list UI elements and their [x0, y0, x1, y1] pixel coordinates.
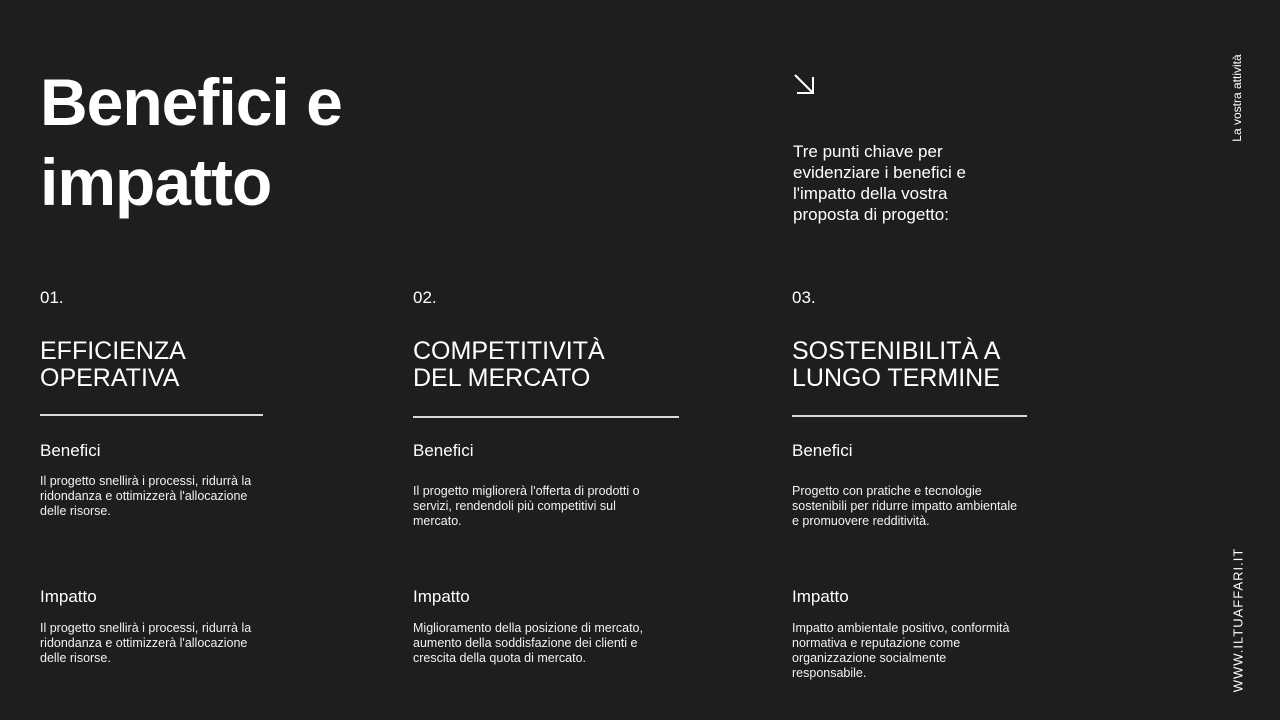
benefits-label: Benefici	[792, 441, 853, 460]
impact-text: Il progetto snellirà i processi, ridurrà la ridondanza e ottimizzerà l'allocazione delle risorse.	[40, 621, 252, 665]
benefits-label: Benefici	[413, 441, 474, 460]
column-heading: EFFICIENZA OPERATIVA	[40, 337, 186, 392]
impact-label: Impatto	[792, 587, 849, 606]
arrow-down-right-icon	[792, 72, 816, 96]
impact-text: Impatto ambientale positivo, conformità normativa e reputazione come organizzazione socialmente responsabile.	[792, 621, 1010, 680]
title-line-2: impatto	[40, 145, 272, 219]
impact-label: Impatto	[40, 587, 97, 606]
side-caption: La vostra attività	[1230, 54, 1244, 142]
column-heading: SOSTENIBILITÀ A LUNGO TERMINE	[792, 337, 1001, 392]
benefits-text: Il progetto snellirà i processi, ridurrà la ridondanza e ottimizzerà l'allocazione delle risorse.	[40, 474, 252, 518]
divider	[40, 414, 263, 416]
title-line-1: Benefici e	[40, 65, 342, 139]
column-number: 03.	[792, 288, 816, 307]
page-title	[40, 62, 342, 222]
intro-text: Tre punti chiave per evidenziare i benefici e l'impatto della vostra proposta di progetto:	[793, 142, 966, 224]
divider	[413, 416, 679, 418]
benefits-text: Progetto con pratiche e tecnologie sostenibili per ridurre impatto ambientale e promuovere redditività.	[792, 484, 1018, 528]
impact-label: Impatto	[413, 587, 470, 606]
benefits-label: Benefici	[40, 441, 101, 460]
divider	[792, 415, 1027, 417]
benefits-text: Il progetto migliorerà l'offerta di prodotti o servizi, rendendoli più competitivi sul mercato.	[413, 484, 640, 528]
website-link[interactable]: WWW.ILTUAFFARI.IT	[1230, 547, 1246, 693]
column-heading: COMPETITIVITÀ DEL MERCATO	[413, 337, 605, 392]
column-number: 02.	[413, 288, 437, 307]
column-number: 01.	[40, 288, 64, 307]
impact-text: Miglioramento della posizione di mercato, aumento della soddisfazione dei clienti e crescita della quota di mercato.	[413, 621, 643, 665]
